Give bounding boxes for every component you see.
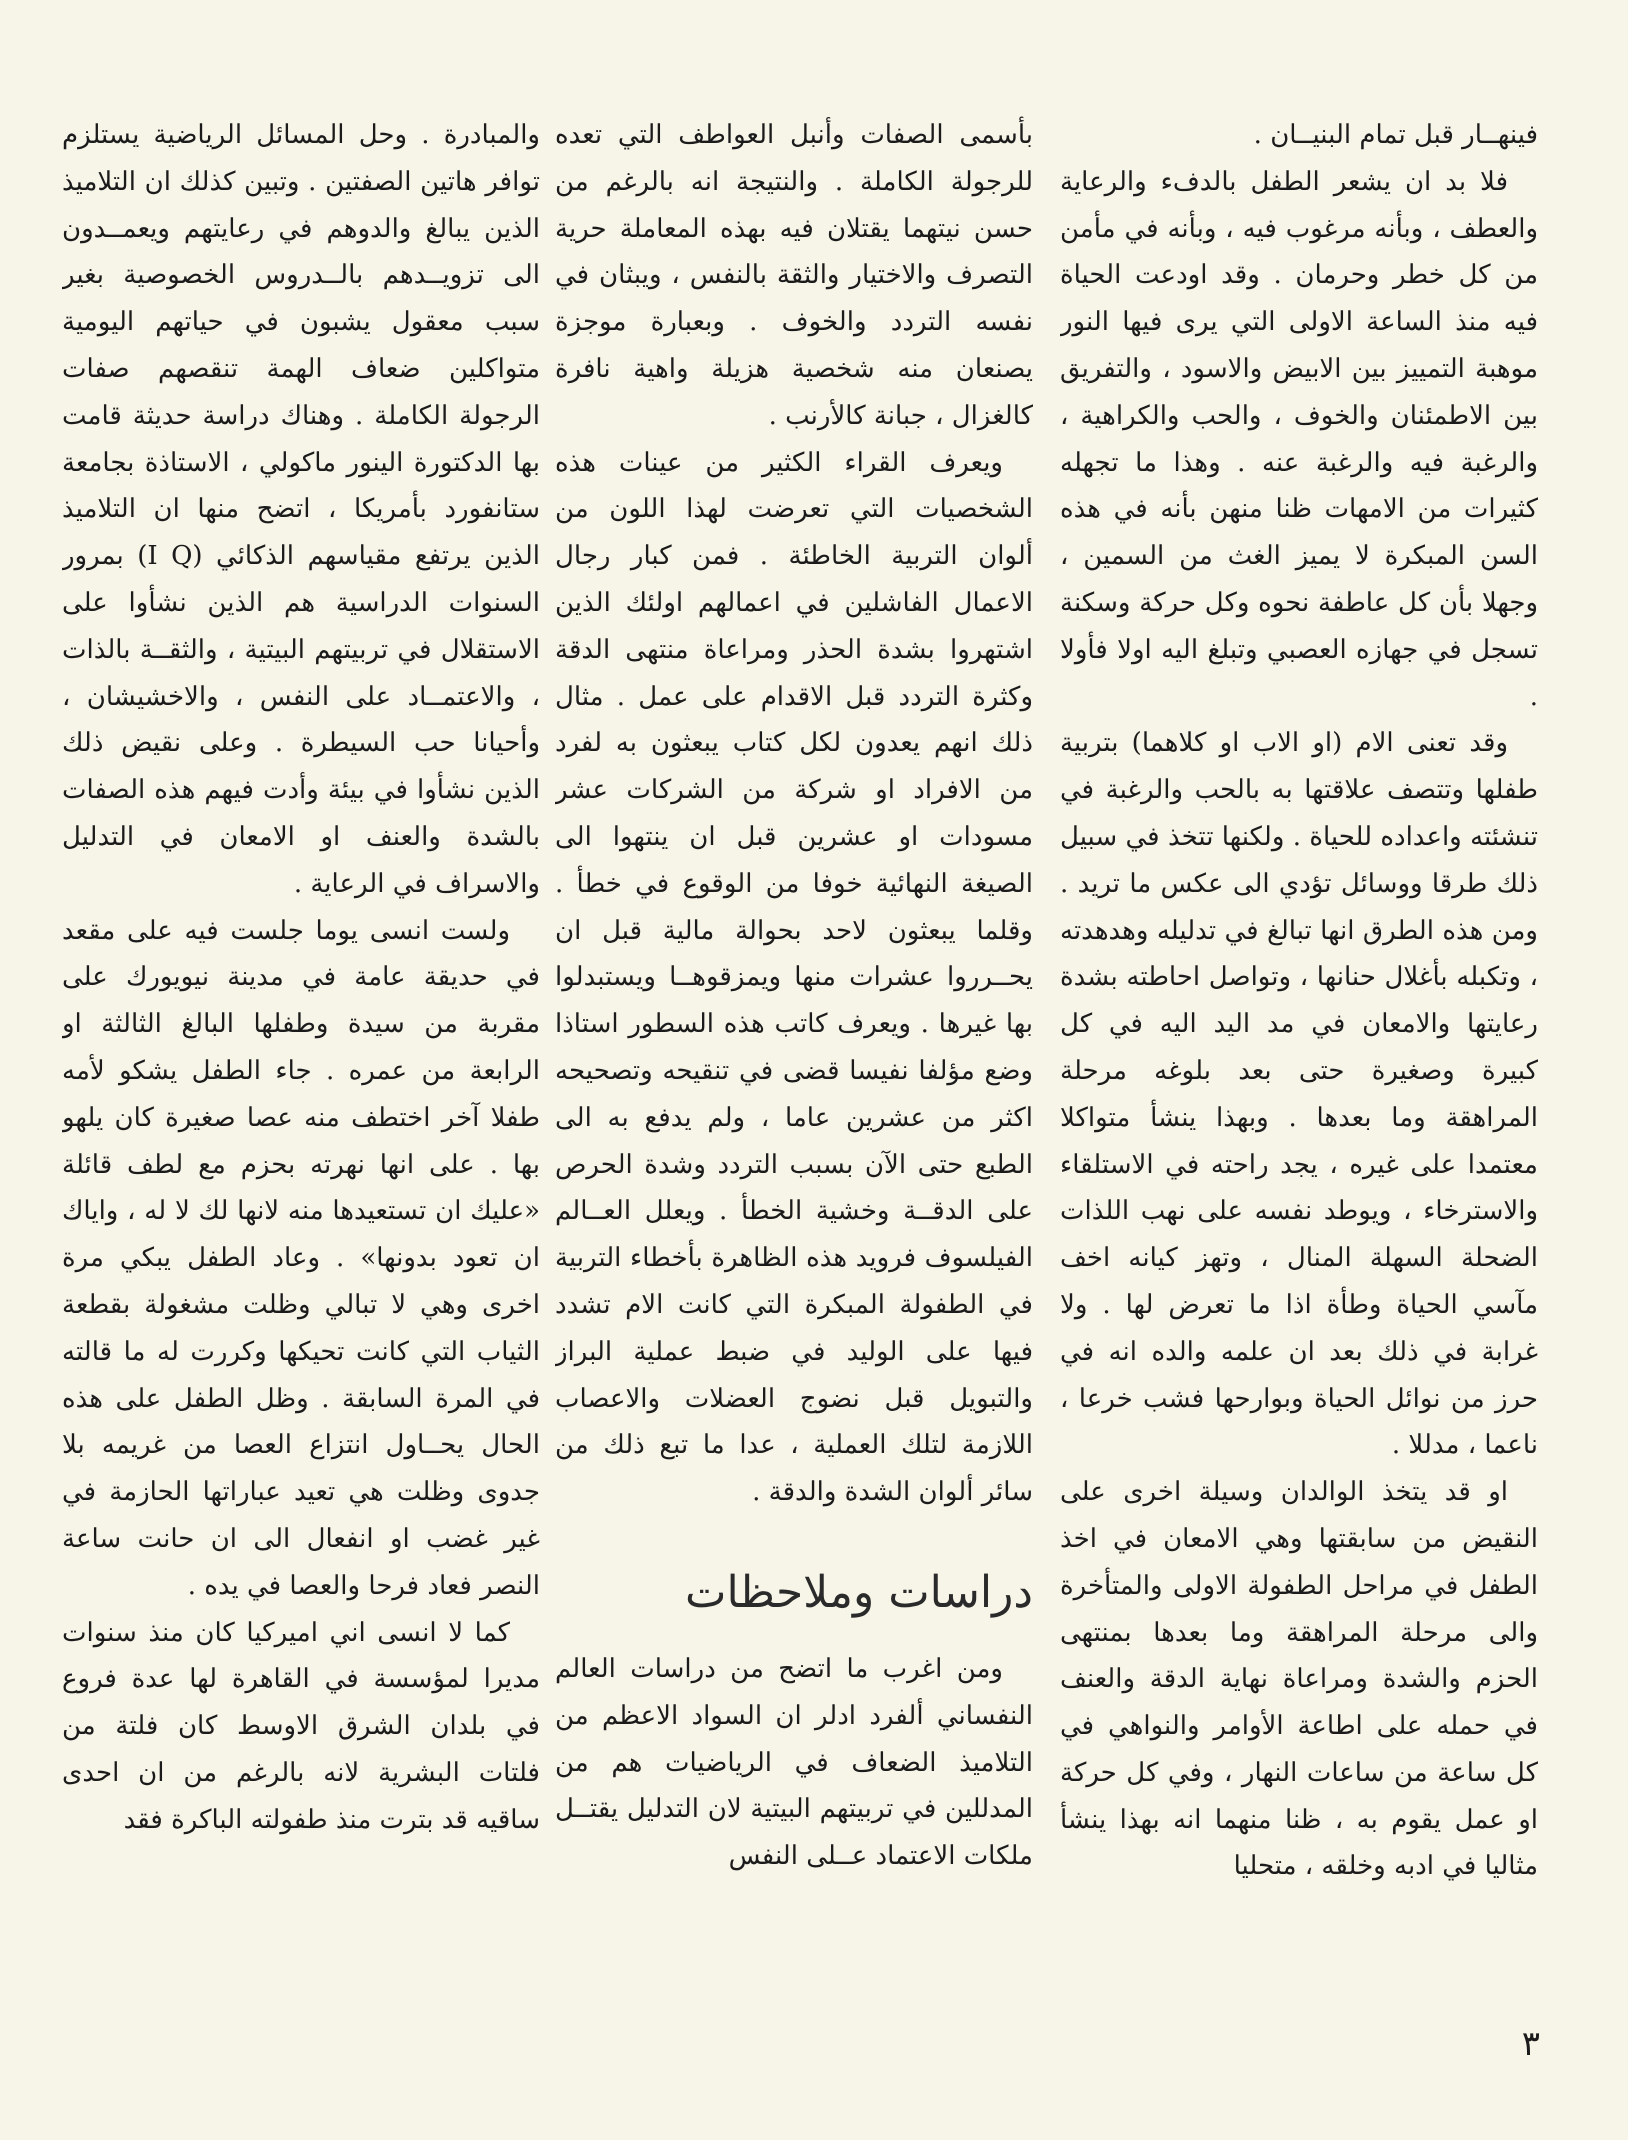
paragraph: بأسمى الصفات وأنبل العواطف التي تعده للرجولة الكاملة . والنتيجة انه بالرغم من حسن نيتهما يقتلان فيه بهذه المعاملة حرية التصرف والاختيار والثقة بالنفس ، ويبثان في نفسه التردد والخوف . وبعبارة موجزة يصنعان منه شخصية هزيلة واهية نافرة كالغزال ، جبانة كالأرنب . (555, 120, 1033, 431)
section-heading: دراسات وملاحظات (685, 1566, 1033, 1618)
paragraph: ولست انسى يوما جلست فيه على مقعد في حديقة عامة في مدينة نيويورك على مقربة من سيدة وطفلها البالغ الثالثة او الرابعة من عمره . جاء الطفل يشكو لأمه طفلا آخر اختطف منه عصا صغيرة كان يلهو بها . على انها نهرته بحزم مع لطف قائلة «عليك ان تستعيدها منه لانها لك لا له ، واياك ان تعود بدونها» . وعاد الطفل يبكي مرة اخرى وهي لا تبالي وظلت مشغولة بقطعة الثياب التي كانت تحيكها وكررت له ما قالته في المرة السابقة . وظل الطفل على هذه الحال يحــاول انتزاع العصا من غريمه بلا جدوى وظلت هي تعيد عباراتها الحازمة في غير غضب او انفعال الى ان حانت ساعة النصر فعاد فرحا والعصا في يده . (62, 915, 540, 1601)
paragraph: فلا بد ان يشعر الطفل بالدفء والرعاية والعطف ، وبأنه مرغوب فيه ، وبأنه في مأمن من كل خطر وحرمان . وقد اودعت الحياة فيه منذ الساعة الاولى التي يرى فيها النور موهبة التمييز بين الابيض والاسود ، والتفريق بين الاطمئنان والخوف ، والحب والكراهية ، والرغبة فيه والرغبة عنه . وهذا ما تجهله كثيرات من الامهات ظنا منهن بأنه في هذه السن المبكرة لا يميز الغث من السمين ، وجهلا بأن كل عاطفة نحوه وكل حركة وسكنة تسجل في جهازه العصبي وتبلغ اليه اولا فأولا . (1060, 166, 1538, 712)
page-number: ٣ (1521, 2024, 1540, 2064)
paragraph: ويعرف القراء الكثير من عينات هذه الشخصيات التي تعرضت لهذا اللون من ألوان التربية الخاطئة . فمن كبار رجال الاعمال الفاشلين في اعمالهم اولئك الذين اشتهروا بشدة الحذر ومراعاة منتهى الدقة وكثرة التردد قبل الاقدام على عمل . مثال ذلك انهم يعدون لكل كتاب يبعثون به لفرد من الافراد او شركة من الشركات عشر مسودات او عشرين قبل ان ينتهوا الى الصيغة النهائية خوفا من الوقوع في خطأ . وقلما يبعثون لاحد بحوالة مالية قبل ان يحــرروا عشرات منها ويمزقوهــا ويستبدلوا بها غيرها . ويعرف كاتب هذه السطور استاذا وضع مؤلفا نفيسا قضى في تنقيحه وتصحيحه اكثر من عشرين عاما ، ولم يدفع به الى الطبع حتى الآن بسبب التردد وشدة الحرص على الدقــة وخشية الخطأ . ويعلل العــالم الفيلسوف فرويد هذه الظاهرة بأخطاء التربية في الطفولة المبكرة التي كانت الام تشدد فيها على الوليد في ضبط عملية البراز والتبويل قبل نضوج العضلات والاعصاب اللازمة لتلك العملية ، عدا ما تبع ذلك من سائر ألوان الشدة والدقة . (555, 447, 1033, 1508)
text-column-middle (555, 112, 1033, 2012)
paragraph: وقد تعنى الام (او الاب او كلاهما) بتربية طفلها وتتصف علاقتها به بالحب والرغبة في تنشئته واعداده للحياة . ولكنها تتخذ في سبيل ذلك طرقا ووسائل تؤدي الى عكس ما تريد . ومن هذه الطرق انها تبالغ في تدليله وهدهدته ، وتكبله بأغلال حنانها ، وتواصل احاطته بشدة رعايتها والامعان في مد اليد اليه في كل كبيرة وصغيرة حتى بعد بلوغه مرحلة المراهقة وما بعدها . وبهذا ينشأ متواكلا معتمدا على غيره ، يجد راحته في الاستلقاء والاسترخاء ، ويوطد نفسه على نهب اللذات الضحلة السهلة المنال ، وتهز كيانه اخف مآسي الحياة وطأة اذا ما تعرض لها . ولا غرابة في ذلك بعد ان علمه والده انه في حرز من نوائل الحياة وبوارحها فشب خرعا ، ناعما ، مدللا . (1060, 728, 1538, 1461)
text-column-left (62, 112, 540, 2012)
paragraph: فينهــار قبل تمام البنيــان . (1253, 120, 1538, 150)
paragraph: والمبادرة . وحل المسائل الرياضية يستلزم توافر هاتين الصفتين . وتبين كذلك ان التلاميذ الذين يبالغ والدوهم في رعايتهم ويعمــدون الى تزويــدهم بالــدروس الخصوصية بغير سبب معقول يشبون في حياتهم اليومية متواكلين ضعاف الهمة تنقصهم صفات الرجولة الكاملة . وهناك دراسة حديثة قامت بها الدكتورة الينور ماكولي ، الاستاذة بجامعة ستانفورد بأمريكا ، اتضح منها ان التلاميذ الذين يرتفع مقياسهم الذكائي (I Q) بمرور السنوات الدراسية هم الذين نشأوا على الاستقلال في تربيتهم البيتية ، والثقــة بالذات ، والاعتمــاد على النفس ، والاخشيشان ، وأحيانا حب السيطرة . وعلى نقيض ذلك الذين نشأوا في بيئة وأدت فيهم هذه الصفات بالشدة والعنف او الامعان في التدليل والاسراف في الرعاية . (62, 120, 540, 899)
paragraph: او قد يتخذ الوالدان وسيلة اخرى على النقيض من سابقتها وهي الامعان في اخذ الطفل في مراحل الطفولة الاولى والمتأخرة والى مرحلة المراهقة وما بعدها بمنتهى الحزم والشدة ومراعاة نهاية الدقة والعنف في حمله على اطاعة الأوامر والنواهي في كل ساعة من ساعات النهار ، وفي كل حركة او عمل يقوم به ، ظنا منهما انه بهذا ينشأ مثاليا في ادبه وخلقه ، متحليا (1060, 1477, 1538, 1882)
paragraph: ومن اغرب ما اتضح من دراسات العالم النفساني ألفرد ادلر ان السواد الاعظم من التلاميذ الضعاف في الرياضيات هم من المدللين في تربيتهم البيتية لان التدليل يقتــل ملكات الاعتماد عــلى النفس (555, 1653, 1033, 1872)
text-column-right (1060, 112, 1538, 2012)
paragraph: كما لا انسى اني اميركيا كان منذ سنوات مديرا لمؤسسة في القاهرة لها عدة فروع في بلدان الشرق الاوسط كان فلتة من فلتات البشرية لانه بالرغم من ان احدى ساقيه قد بترت منذ طفولته الباكرة فقد (62, 1617, 540, 1835)
